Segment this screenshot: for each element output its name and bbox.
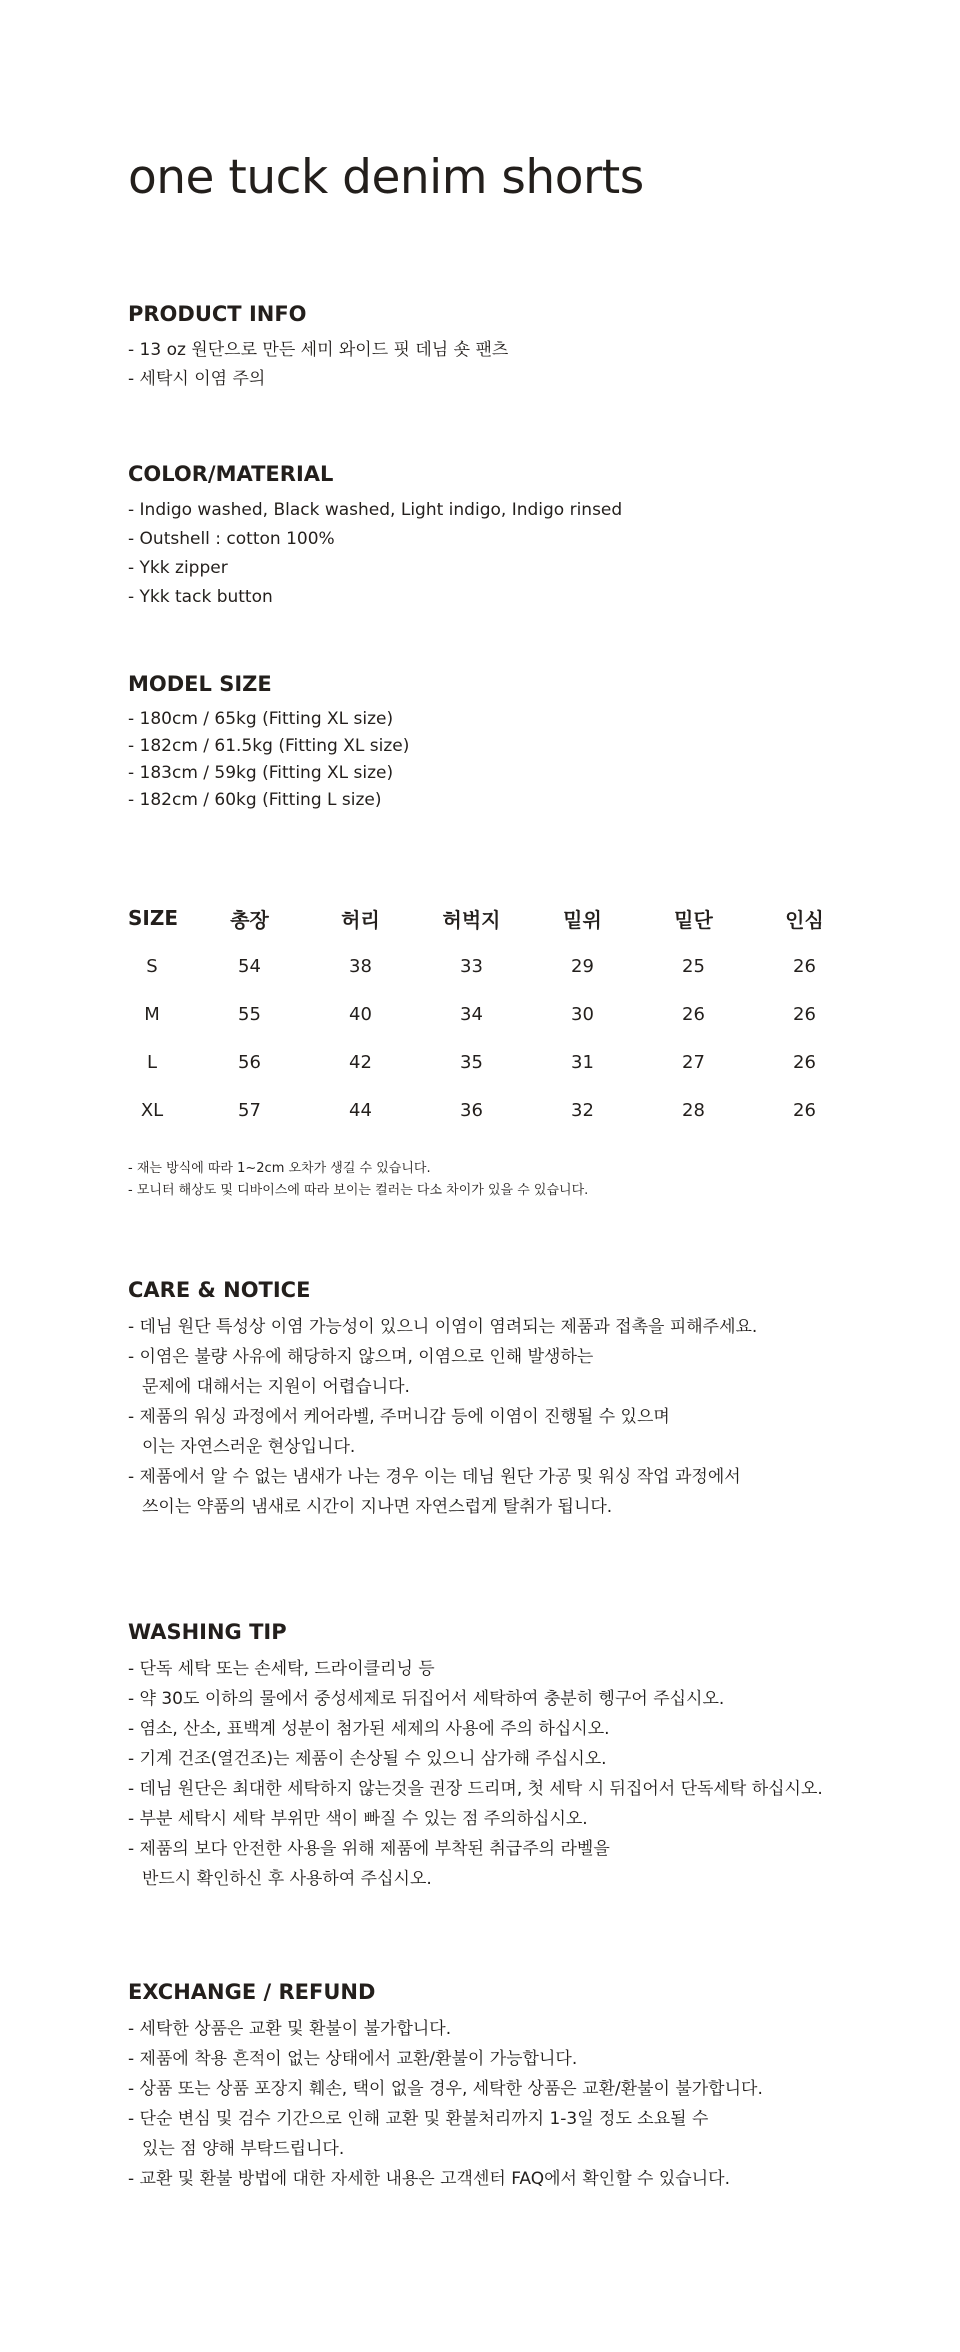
table-cell: 40	[349, 1003, 372, 1025]
table-cell: 26	[793, 955, 816, 977]
model-size-list	[128, 706, 908, 814]
care-notice-line: - 제품에서 알 수 없는 냄새가 나는 경우 이는 데님 원단 가공 및 워싱 작업 과정에서	[128, 1467, 741, 1487]
table-cell: 26	[793, 1003, 816, 1025]
care-notice-line: 이는 자연스러운 현상입니다.	[142, 1437, 356, 1457]
color-material-heading: COLOR/MATERIAL	[128, 462, 334, 486]
table-cell: 44	[349, 1099, 372, 1121]
exchange-refund-line: 있는 점 양해 부탁드립니다.	[142, 2139, 345, 2159]
exchange-refund-line: - 세탁한 상품은 교환 및 환불이 불가합니다.	[128, 2019, 452, 2039]
table-cell: 35	[460, 1051, 483, 1073]
table-cell: 57	[238, 1099, 261, 1121]
model-size-line: - 182cm / 61.5kg (Fitting XL size)	[128, 736, 410, 756]
table-cell: 36	[460, 1099, 483, 1121]
color-material-line: - Indigo washed, Black washed, Light indigo, Indigo rinsed	[128, 500, 623, 520]
table-cell: 28	[682, 1099, 705, 1121]
table-cell: 33	[460, 955, 483, 977]
table-cell: 25	[682, 955, 705, 977]
table-cell: 54	[238, 955, 261, 977]
size-note: - 모니터 해상도 및 디바이스에 따라 보이는 컬러는 다소 차이가 있을 수 있습니다.	[128, 1183, 589, 1198]
model-size-line: - 182cm / 60kg (Fitting L size)	[128, 790, 382, 810]
exchange-refund-line: - 교환 및 환불 방법에 대한 자세한 내용은 고객센터 FAQ에서 확인할 수 있습니다.	[128, 2169, 730, 2189]
care-notice-heading: CARE & NOTICE	[128, 1278, 311, 1302]
table-row	[110, 1038, 860, 1086]
care-notice-line: - 이염은 불량 사유에 해당하지 않으며, 이염으로 인해 발생하는	[128, 1347, 594, 1367]
product-info-heading: PRODUCT INFO	[128, 302, 307, 326]
model-size-line: - 183cm / 59kg (Fitting XL size)	[128, 763, 394, 783]
table-cell: 42	[349, 1051, 372, 1073]
exchange-refund-heading: EXCHANGE / REFUND	[128, 1980, 376, 2004]
washing-tip-line: - 데님 원단은 최대한 세탁하지 않는것을 권장 드리며, 첫 세탁 시 뒤집어서 단독세탁 하십시오.	[128, 1779, 823, 1799]
size-note: - 재는 방식에 따라 1~2cm 오차가 생길 수 있습니다.	[128, 1161, 431, 1176]
table-row	[110, 990, 860, 1038]
table-cell: 56	[238, 1051, 261, 1073]
table-cell: 26	[793, 1099, 816, 1121]
color-material-section	[128, 460, 908, 612]
table-cell: 29	[571, 955, 594, 977]
size-table	[110, 894, 860, 1134]
table-cell: 31	[571, 1051, 594, 1073]
exchange-refund-section	[128, 1978, 908, 2194]
product-info-list	[128, 336, 908, 394]
product-title: one tuck denim shorts	[128, 150, 644, 205]
model-size-heading: MODEL SIZE	[128, 672, 272, 696]
washing-tip-line: - 기계 건조(열건조)는 제품이 손상될 수 있으니 삼가해 주십시오.	[128, 1749, 607, 1769]
table-cell: 32	[571, 1099, 594, 1121]
table-cell: S	[146, 955, 158, 977]
table-cell: 27	[682, 1051, 705, 1073]
size-table-header: 총장	[230, 907, 269, 932]
table-cell: M	[144, 1003, 160, 1025]
color-material-line: - Ykk zipper	[128, 558, 228, 578]
color-material-line: - Ykk tack button	[128, 587, 273, 607]
washing-tip-line: 반드시 확인하신 후 사용하여 주십시오.	[142, 1869, 432, 1889]
product-info-line: - 세탁시 이염 주의	[128, 369, 266, 389]
table-cell: 55	[238, 1003, 261, 1025]
care-notice-line: 문제에 대해서는 지원이 어렵습니다.	[142, 1377, 410, 1397]
size-table-header: 밑위	[563, 907, 602, 932]
washing-tip-line: - 단독 세탁 또는 손세탁, 드라이클리닝 등	[128, 1659, 435, 1679]
care-notice-line: - 제품의 워싱 과정에서 케어라벨, 주머니감 등에 이염이 진행될 수 있으며	[128, 1407, 670, 1427]
exchange-refund-line: - 단순 변심 및 검수 기간으로 인해 교환 및 환불처리까지 1-3일 정도 소요될 수	[128, 2109, 709, 2129]
table-cell: 34	[460, 1003, 483, 1025]
size-notes	[128, 1158, 588, 1202]
size-table-header: 밑단	[674, 907, 713, 932]
care-notice-line: - 데님 원단 특성상 이염 가능성이 있으니 이염이 염려되는 제품과 접촉을 피해주세요.	[128, 1317, 758, 1337]
exchange-refund-list	[128, 2014, 908, 2194]
size-table-header-row	[110, 894, 860, 942]
care-notice-line: 쓰이는 약품의 냄새로 시간이 지나면 자연스럽게 탈취가 됩니다.	[142, 1497, 613, 1517]
care-notice-list	[128, 1312, 908, 1522]
exchange-refund-line: - 제품에 착용 흔적이 없는 상태에서 교환/환불이 가능합니다.	[128, 2049, 578, 2069]
model-size-section	[128, 670, 908, 814]
table-cell: 26	[793, 1051, 816, 1073]
table-cell: XL	[140, 1099, 164, 1121]
table-row	[110, 942, 860, 990]
washing-tip-line: - 부분 세탁시 세탁 부위만 색이 빠질 수 있는 점 주의하십시오.	[128, 1809, 588, 1829]
table-cell: 26	[682, 1003, 705, 1025]
size-table-header: 인심	[785, 907, 824, 932]
exchange-refund-line: - 상품 또는 상품 포장지 훼손, 택이 없을 경우, 세탁한 상품은 교환/환불이 불가합니다.	[128, 2079, 763, 2099]
model-size-line: - 180cm / 65kg (Fitting XL size)	[128, 709, 394, 729]
washing-tip-heading: WASHING TIP	[128, 1620, 287, 1644]
table-cell: 30	[571, 1003, 594, 1025]
washing-tip-list	[128, 1654, 908, 1894]
table-cell: 38	[349, 955, 372, 977]
size-table-header: 허리	[341, 907, 380, 932]
table-cell: L	[146, 1051, 158, 1073]
size-table-header: 허벅지	[442, 907, 501, 932]
product-info-line: - 13 oz 원단으로 만든 세미 와이드 핏 데님 숏 팬츠	[128, 340, 509, 360]
care-notice-section	[128, 1276, 908, 1522]
table-row	[110, 1086, 860, 1134]
color-material-list	[128, 496, 908, 612]
product-info-section	[128, 300, 908, 394]
washing-tip-line: - 염소, 산소, 표백계 성분이 첨가된 세제의 사용에 주의 하십시오.	[128, 1719, 610, 1739]
washing-tip-line: - 약 30도 이하의 물에서 중성세제로 뒤집어서 세탁하여 충분히 헹구어 주십시오.	[128, 1689, 725, 1709]
size-table-header: SIZE	[128, 906, 179, 930]
washing-tip-line: - 제품의 보다 안전한 사용을 위해 제품에 부착된 취급주의 라벨을	[128, 1839, 610, 1859]
color-material-line: - Outshell : cotton 100%	[128, 529, 335, 549]
washing-tip-section	[128, 1618, 908, 1894]
